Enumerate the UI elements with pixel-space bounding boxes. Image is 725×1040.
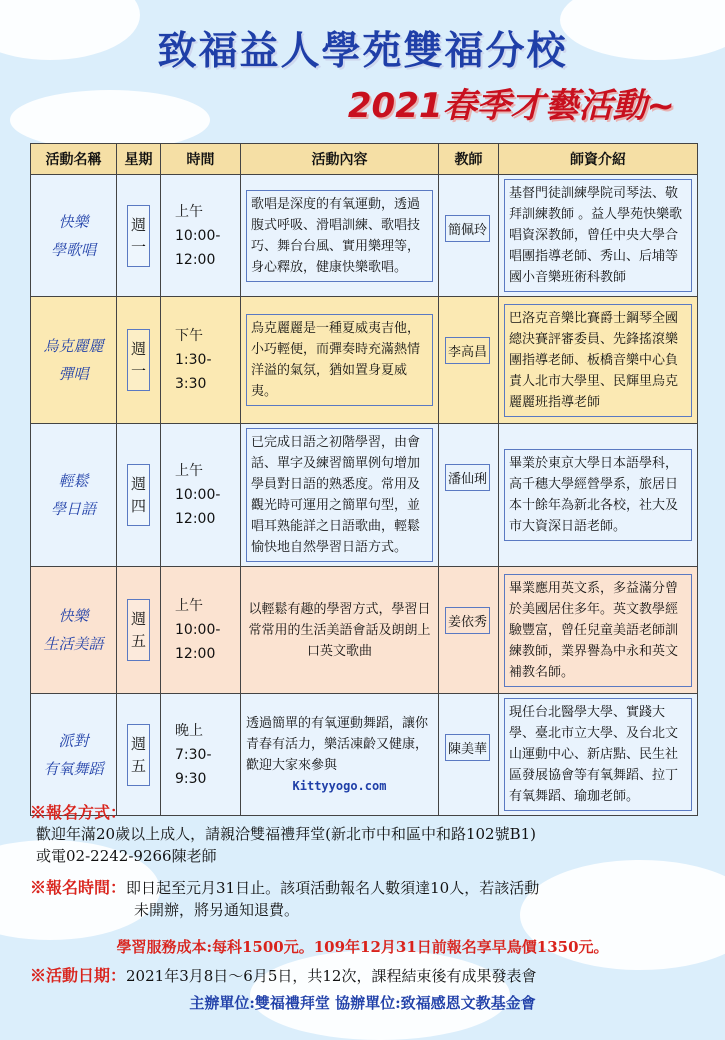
bio-cell: 畢業應用英文系，多益滿分曾於美國居住多年。英文教學經驗豐富，曾任兒童美語老師訓練教師，業界譽為中永和英文補教名師。 — [499, 567, 698, 694]
weekday-cell: 週 一 — [117, 297, 161, 424]
cloud-decoration — [10, 90, 210, 150]
weekday-cell: 週 五 — [117, 567, 161, 694]
weekday-cell: 週 五 — [117, 694, 161, 816]
content-cell: 已完成日語之初階學習，由會話、單字及練習簡單例句增加學員對日語的熟悉度。常用及觀光時可運用之簡單句型，並唱耳熟能詳之日語歌曲，輕鬆愉快地自然學習日語方式。 — [241, 424, 439, 567]
table-row — [31, 175, 698, 297]
teacher-cell: 姜依秀 — [439, 567, 499, 694]
weekday-cell: 週 一 — [117, 175, 161, 297]
activity-name-cell: 派對 有氧舞蹈 — [31, 694, 117, 816]
schedule-table-container — [30, 143, 697, 816]
period-line: 即日起至元月31日止。該項活動報名人數須達10人，若該活動 — [126, 879, 540, 897]
activity-name-cell: 快樂 生活美語 — [31, 567, 117, 694]
teacher-cell: 陳美華 — [439, 694, 499, 816]
time-cell: 上午 10:00- 12:00 — [161, 567, 241, 694]
teacher-cell: 李高昌 — [439, 297, 499, 424]
period-label: ※報名時間： — [30, 878, 127, 897]
col-header: 師資介紹 — [499, 144, 698, 175]
col-header: 活動名稱 — [31, 144, 117, 175]
date-label: ※活動日期： — [30, 966, 127, 985]
organizer-line: 主辦單位:雙福禮拜堂 協辦單位:致福感恩文教基金會 — [189, 994, 536, 1012]
content-cell: 烏克麗麗是一種夏威夷吉他，小巧輕便，而彈奏時充滿熱情 洋溢的氣氛，猶如置身夏威夷。 — [241, 297, 439, 424]
signup-line: 歡迎年滿20歲以上成人，請親洽雙福禮拜堂(新北市中和區中和路102號B1) — [36, 825, 536, 843]
content-cell: 歌唱是深度的有氧運動，透過腹式呼吸、滑唱訓練、歌唱技巧、舞台台風、實用樂理等，身心釋放，健康快樂歌唱。 — [241, 175, 439, 297]
table-row — [31, 424, 698, 567]
signup-line: 或電02-2242-9266陳老師 — [36, 847, 217, 865]
fee-notice: 學習服務成本:每科1500元。109年12月31日前報名享早鳥價1350元。 — [116, 938, 609, 956]
signup-info — [30, 800, 700, 921]
date-text: 2021年3月8日～6月5日，共12次，課程結束後有成果發表會 — [126, 967, 537, 985]
signup-label: ※報名方式： — [30, 803, 127, 822]
bio-cell: 畢業於東京大學日本語學科，高千穗大學經營學系，旅居日本十餘年為新北各校，社大及市大資深日語老師。 — [499, 424, 698, 567]
content-cell: 以輕鬆有趣的學習方式，學習日常常用的生活美語會話及朗朗上口英文歌曲 — [241, 567, 439, 694]
table-row — [31, 694, 698, 816]
teacher-cell: 簡佩玲 — [439, 175, 499, 297]
activity-name-cell: 輕鬆 學日語 — [31, 424, 117, 567]
col-header: 活動內容 — [241, 144, 439, 175]
time-cell: 上午 10:00- 12:00 — [161, 424, 241, 567]
schedule-table — [30, 143, 698, 816]
table-row — [31, 567, 698, 694]
page-title: 致福益人學苑雙福分校 — [157, 28, 568, 74]
website-link[interactable]: Kittyyogo.com — [292, 778, 387, 793]
bio-cell: 基督門徒訓練學院司琴法、敬拜訓練教師 。益人學苑快樂歌唱資深教師，曾任中央大學合唱團指導老師、秀山、后埔等國小音樂班術科教師 — [499, 175, 698, 297]
activity-name-cell: 快樂 學歌唱 — [31, 175, 117, 297]
col-header: 教師 — [439, 144, 499, 175]
table-header-row — [31, 144, 698, 175]
activity-name-cell: 烏克麗麗 彈唱 — [31, 297, 117, 424]
weekday-cell: 週 四 — [117, 424, 161, 567]
time-cell: 下午 1:30- 3:30 — [161, 297, 241, 424]
col-header: 時間 — [161, 144, 241, 175]
time-cell: 晚上 7:30- 9:30 — [161, 694, 241, 816]
bio-cell: 現任台北醫學大學、實踐大學、臺北市立大學、及台北文山運動中心、新店點、民生社區發展協會等有氧舞蹈、拉丁有氧舞蹈、瑜珈老師。 — [499, 694, 698, 816]
bio-cell: 巴洛克音樂比賽爵士鋼琴全國總決賽評審委員、先鋒搖滾樂團指導老師、板橋音樂中心負責人北市大學里、民輝里烏克麗麗班指導老師 — [499, 297, 698, 424]
period-line: 未開辦，將另通知退費。 — [134, 901, 300, 919]
teacher-cell: 潘仙琍 — [439, 424, 499, 567]
time-cell: 上午 10:00- 12:00 — [161, 175, 241, 297]
col-header: 星期 — [117, 144, 161, 175]
activity-date — [30, 963, 536, 987]
table-row — [31, 297, 698, 424]
page-subtitle: 2021春季才藝活動~ — [347, 86, 675, 126]
content-cell: 透過簡單的有氧運動舞蹈，讓你青春有活力，樂活凍齡又健康，歡迎大家來參與 Kittyyogo.com — [241, 694, 439, 816]
